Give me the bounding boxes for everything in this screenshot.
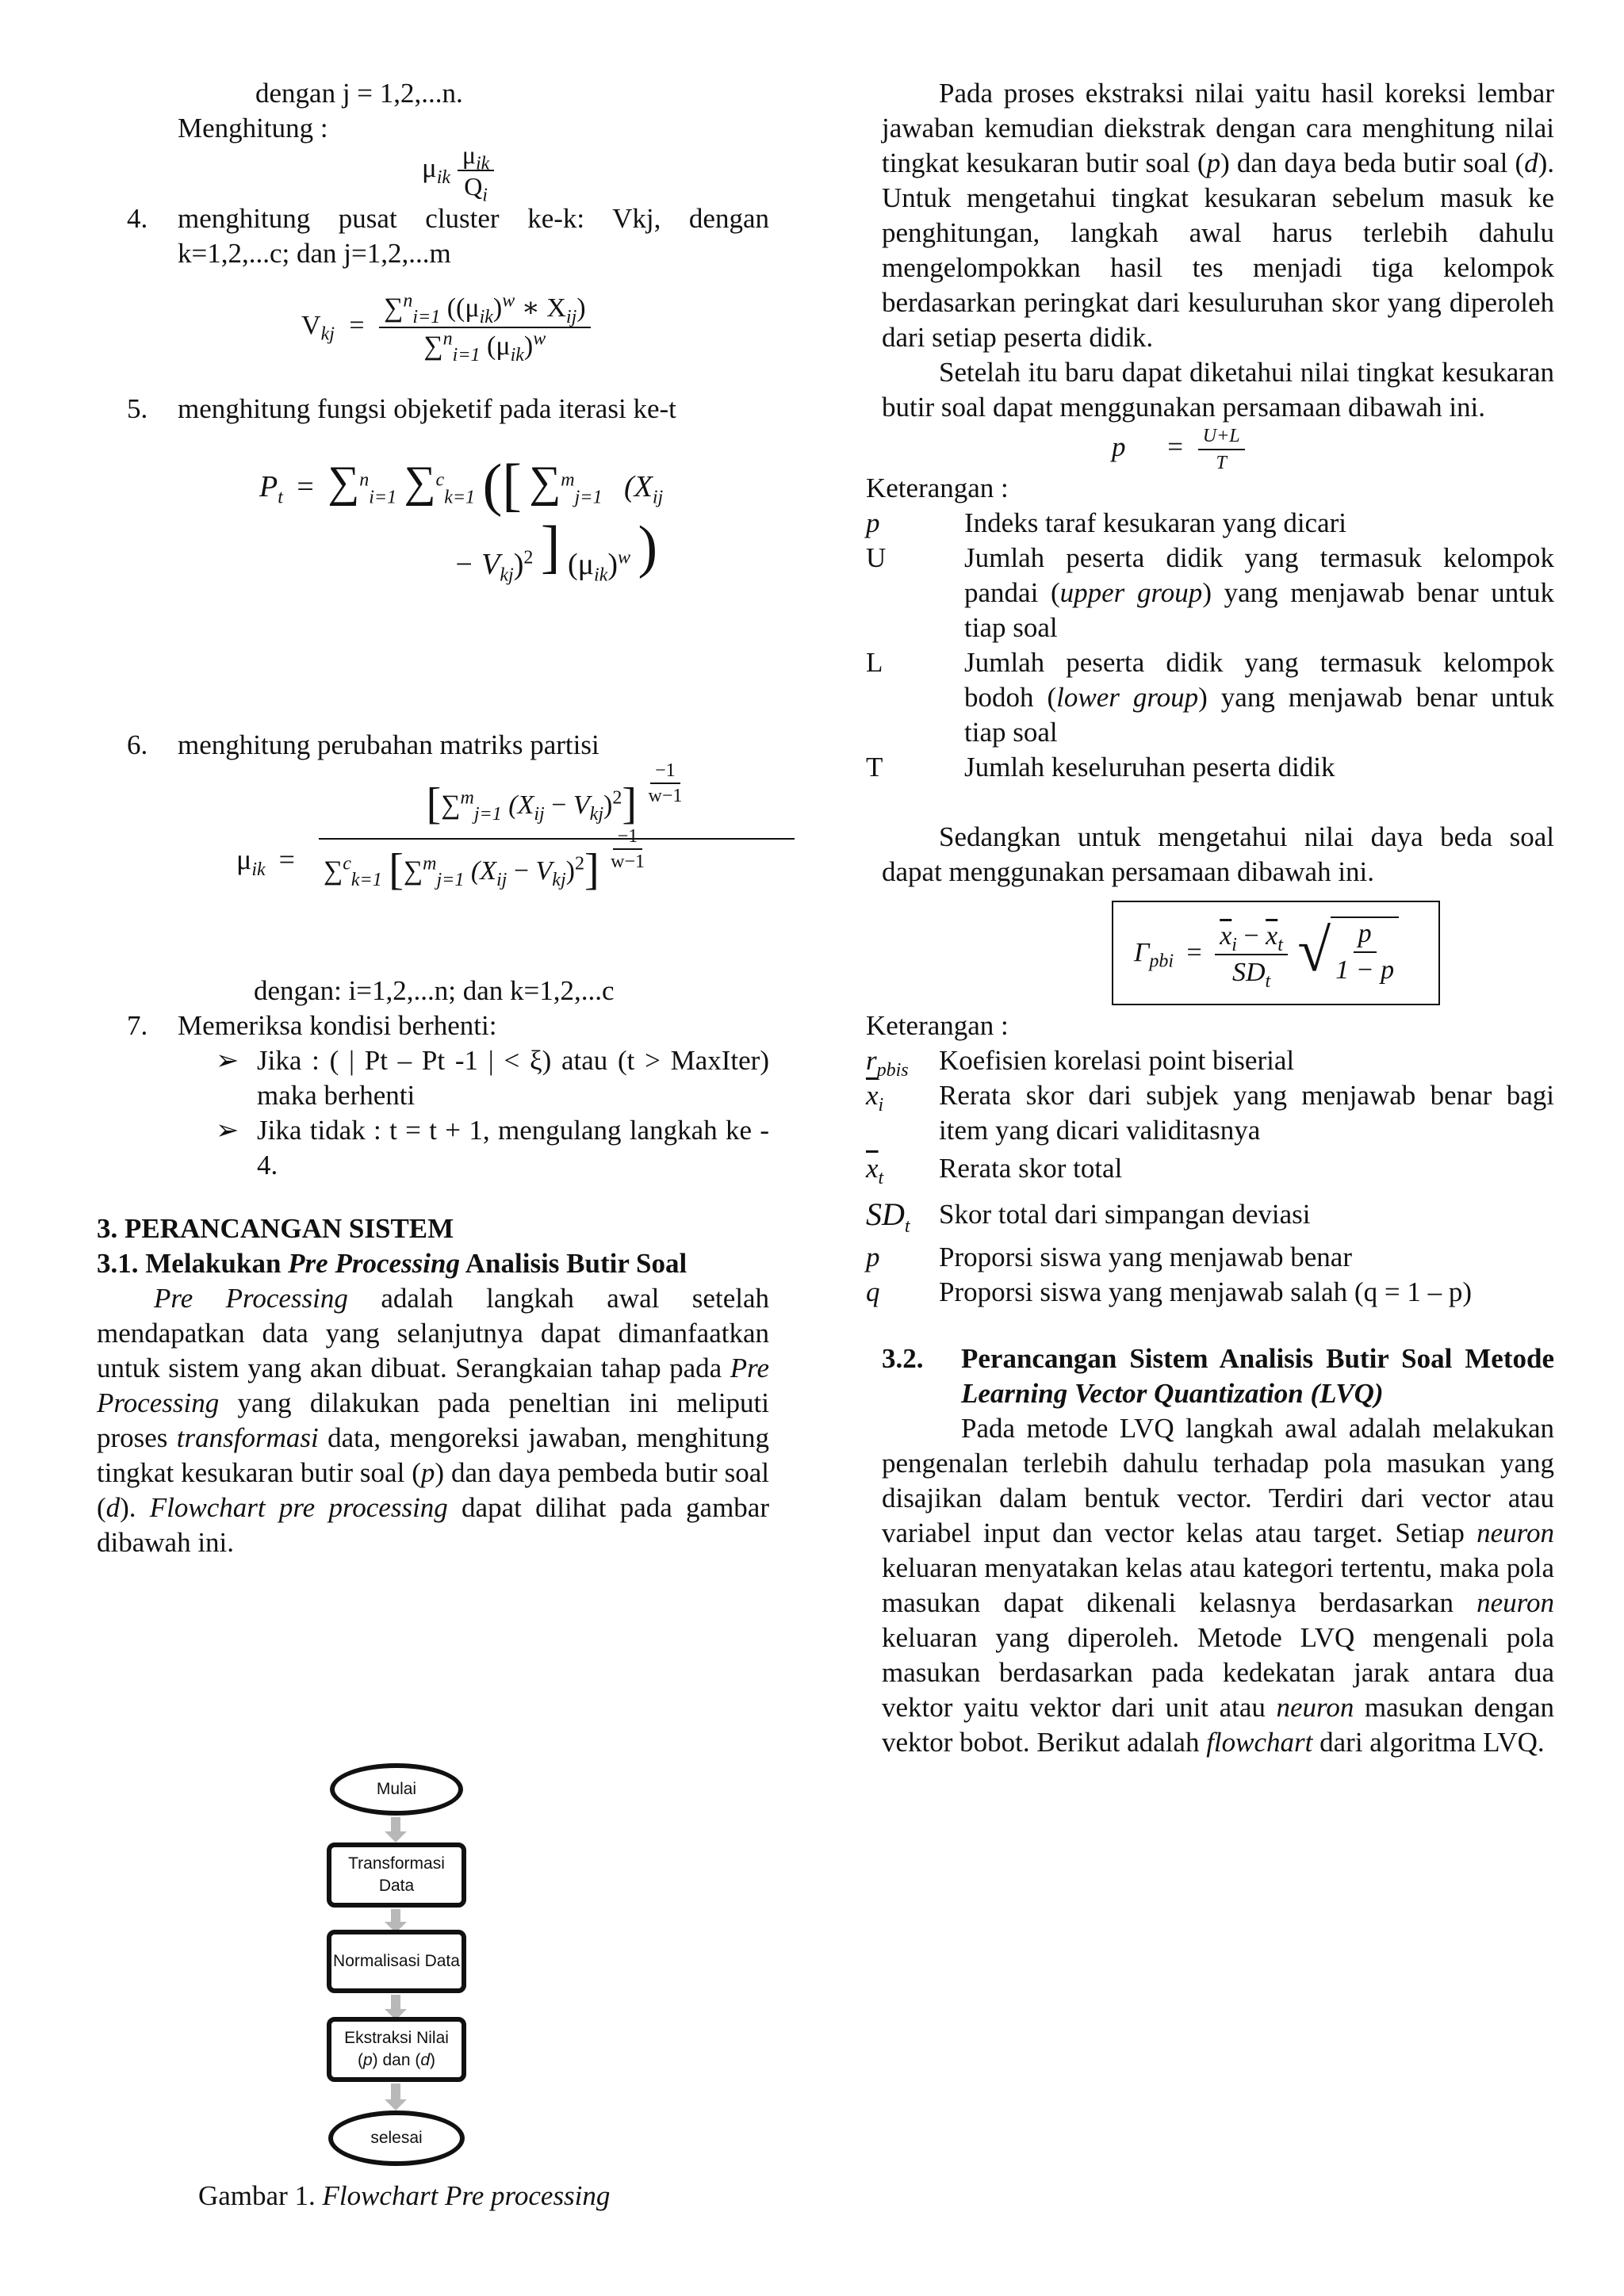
left-bracket: [: [502, 453, 522, 518]
eq-part: $\overline{x}$: [1220, 921, 1232, 951]
eq-part: (μ: [487, 331, 511, 361]
definition-row: [866, 1275, 1554, 1310]
eq-symbol: P: [259, 470, 278, 503]
paragraph: [882, 76, 1554, 355]
eq-part: ): [492, 293, 503, 323]
eq-equals: =: [1167, 431, 1183, 463]
text-line: dengan: i=1,2,...n; dan k=1,2,...c: [254, 975, 615, 1006]
right-bracket: ]: [584, 845, 599, 895]
bullet-item: [216, 1113, 769, 1183]
bullet-arrow-icon: ➢: [216, 1115, 239, 1146]
figure-caption: [198, 2179, 610, 2214]
eq-sup: m: [460, 787, 474, 809]
subsection-heading: [882, 1341, 1554, 1411]
heading-text: [961, 1341, 1554, 1411]
eq-part: V: [535, 856, 553, 886]
eq-exponent: [606, 826, 649, 872]
text-run: masukan dengan vektor bobot. Berikut adalah: [882, 1692, 1554, 1758]
eq-fraction: [1331, 916, 1399, 986]
definition-row: [866, 750, 1554, 785]
eq-sub: i: [1231, 934, 1237, 955]
eq-exp-num: −1: [650, 760, 680, 784]
paragraph: Sedangkan untuk mengetahui nilai daya beda soal dapat menggunakan persamaan dibawah ini.: [882, 821, 1554, 887]
list-text: menghitung pusat cluster ke-k: Vkj, dengan k=1,2,...c; dan j=1,2,...m: [178, 203, 769, 269]
eq-part: V: [573, 790, 590, 820]
eq-sup: 2: [574, 853, 584, 874]
eq-den: Q: [464, 172, 483, 201]
text-run: p: [420, 1457, 435, 1488]
text-run: ).: [120, 1492, 150, 1523]
eq-num: p: [1354, 918, 1377, 953]
definition-text: Indeks taraf kesukaran yang dicari: [964, 507, 1347, 538]
text-run: Pre Processing: [154, 1283, 348, 1314]
eq-part: (X: [508, 790, 534, 820]
eq-sub: i=1: [369, 487, 397, 508]
text-run: dapat dilihat pada gambar dibawah ini.: [97, 1492, 769, 1558]
eq-sub: ik: [479, 306, 493, 327]
definition-list: [866, 1043, 1554, 1310]
section-heading: 3. PERANCANGAN SISTEM: [97, 1213, 454, 1244]
flowchart-arrow: [391, 2084, 400, 2103]
eq-part: (μ: [568, 548, 595, 581]
eq-sup: 2: [612, 787, 622, 809]
definition-text: Proporsi siswa yang menjawab salah (q = 1 – p): [939, 1276, 1472, 1307]
eq-exponent: [643, 760, 687, 806]
left-bracket: [: [389, 845, 404, 895]
definition-text: [964, 541, 1554, 645]
paragraph: Setelah itu baru dapat diketahui nilai tingkat kesukaran butir soal dapat menggunakan persamaan dibawah ini.: [882, 357, 1554, 423]
text-run: d: [1524, 147, 1538, 178]
sum-symbol: ∑: [324, 856, 343, 886]
eq-sub: ik: [594, 564, 608, 586]
label-part: p: [362, 2051, 373, 2069]
eq-equals: =: [297, 470, 314, 503]
eq-sub: i: [482, 185, 488, 206]
flowchart-arrow: [391, 1909, 400, 1925]
right-column: [866, 76, 1555, 1760]
left-bracket: [: [426, 779, 442, 828]
text-line: Menghitung :: [178, 113, 328, 144]
text-run: Pre Processing: [97, 1353, 769, 1418]
heading-part: Pre Processing: [288, 1248, 460, 1279]
definition-row: [866, 1151, 1554, 1186]
definition-text: Proporsi siswa yang menjawab benar: [939, 1242, 1352, 1272]
list-number: 7.: [127, 1010, 148, 1041]
bullet-text: Jika : ( | Pt – Pt -1 | < ξ) atau (t > MaxIter) maka berhenti: [257, 1045, 769, 1111]
text-run: neuron: [1477, 1517, 1554, 1548]
heading-number: 3.2.: [882, 1343, 924, 1374]
definition-list: [866, 506, 1554, 785]
heading-part: Learning Vector Quantization (LVQ): [961, 1378, 1384, 1409]
flowchart-start: Mulai: [330, 1763, 463, 1816]
eq-sup: c: [343, 853, 351, 874]
list-number: 5.: [127, 393, 148, 424]
eq-fraction: [∑$^m_{j=1}$ $(X_{ij} - V_{kj})^2$] $\frac{-1}{w-1}$ ∑$^c_{k=1}$ [∑$^m_{j=1}$ $(X_{ij} - V_{kj})^2$] $\frac{-1}{w-1}$: [319, 782, 795, 896]
equation-discrimination: [882, 890, 1554, 1008]
flowchart-label: Ekstraksi Nilai: [344, 2029, 449, 2047]
eq-part: $\overline{x}$: [1266, 921, 1278, 951]
definition-term: [866, 1043, 939, 1081]
eq-sup: n: [442, 328, 453, 350]
label-part: ): [430, 2051, 436, 2069]
text-run: ) dan daya pembeda butir soal (: [97, 1457, 769, 1523]
text-part: Jumlah peserta didik yang termasuk kelompok bodoh (: [964, 647, 1554, 713]
legend-heading: Keterangan :: [866, 1010, 1009, 1041]
eq-sub: t: [1277, 934, 1283, 955]
definition-row: [866, 1043, 1554, 1081]
equation-difficulty: [882, 425, 1554, 471]
term-symbol: r: [866, 1045, 877, 1076]
eq-sub: j=1: [574, 487, 603, 508]
flowchart-arrow: [391, 1817, 400, 1835]
text-run: Pada metode LVQ langkah awal adalah melakukan pengenalan terlebih dahulu terhadap pola masukan yang disajikan dalam bentuk vector. Terdiri dari vector atau variabel input dan vector kelas atau target. Setiap: [882, 1413, 1554, 1548]
sum-symbol: ∑: [327, 457, 360, 507]
text-run: d: [105, 1492, 121, 1523]
flowchart-end: selesai: [328, 2110, 465, 2166]
definition-term: T: [866, 752, 883, 783]
eq-symbol: Γ: [1134, 937, 1150, 967]
flowchart-step-transformasi: Transformasi Data: [327, 1843, 466, 1908]
equation-membership: [97, 140, 769, 206]
eq-sup: n: [403, 290, 413, 312]
list-item: [97, 201, 769, 271]
eq-part: ): [607, 548, 619, 581]
eq-exp-den: w−1: [648, 786, 683, 807]
text-run: Pada proses ekstraksi nilai yaitu hasil koreksi lembar jawaban kemudian diekstrak dengan cara menghitung nilai tingkat kesukaran butir soal (: [882, 78, 1554, 178]
eq-sub: k=1: [444, 487, 476, 508]
eq-sub: i=1: [412, 306, 441, 327]
term-sub: i: [878, 1095, 884, 1115]
definition-term: p: [866, 1242, 880, 1272]
bullet-item: [216, 1043, 769, 1113]
list-number: 6.: [127, 729, 148, 760]
eq-sub: kj: [320, 323, 335, 345]
eq-sub: t: [278, 487, 283, 508]
bullet-arrow-icon: ➢: [216, 1045, 239, 1076]
eq-sup: n: [359, 469, 370, 491]
definition-term: [866, 1196, 939, 1237]
legend-heading: Keterangan :: [866, 473, 1009, 503]
right-bracket: ]: [540, 515, 561, 580]
paragraph: [882, 1411, 1554, 1760]
heading-part: Analisis Butir Soal: [459, 1248, 688, 1279]
sum-symbol: ∑: [441, 790, 461, 820]
eq-part: − V: [454, 548, 500, 581]
text-run: p: [1206, 147, 1221, 178]
eq-sub: j=1: [473, 803, 502, 825]
sqrt-icon: √: [1297, 916, 1331, 984]
caption-part: Flowchart Pre processing: [322, 2180, 611, 2211]
eq-sub: ik: [510, 344, 524, 365]
definition-term: p: [866, 507, 880, 538]
equation-objective: [97, 427, 769, 728]
definition-row: [866, 1240, 1554, 1275]
eq-symbol: μ: [236, 844, 252, 875]
right-bracket: ]: [622, 779, 637, 828]
eq-sub: k=1: [350, 870, 382, 890]
term-symbol: SD: [866, 1196, 905, 1232]
eq-sup: w: [618, 547, 631, 568]
eq-part: (X: [624, 470, 653, 503]
list-text: Memeriksa kondisi berhenti:: [178, 1010, 497, 1041]
sum-symbol: ∑: [403, 856, 423, 886]
text-run: flowchart: [1206, 1727, 1313, 1758]
sum-symbol: ∑: [529, 457, 561, 507]
definition-row: [866, 1196, 1554, 1237]
definition-row: [866, 645, 1554, 750]
eq-part: ): [513, 548, 524, 581]
heading-part: 3.1. Melakukan: [97, 1248, 289, 1279]
eq-sub: kj: [589, 803, 603, 825]
definition-text: Rerata skor dari subjek yang menjawab benar bagi item yang dicari validitasnya: [939, 1080, 1554, 1146]
eq-sup: w: [533, 328, 546, 350]
text-run: dari algoritma LVQ.: [1312, 1727, 1545, 1758]
text-run: keluaran menyatakan kelas atau kategori tertentu, maka pola masukan dapat dikenali kelasnya berdasarkan: [882, 1552, 1554, 1618]
text-part: Jumlah peserta didik yang termasuk kelompok pandai (: [964, 542, 1554, 608]
term-sub: t: [904, 1216, 910, 1237]
text-run: data, mengoreksi jawaban, menghitung tingkat kesukaran butir soal (: [97, 1422, 769, 1488]
bullet-text: Jika tidak : t = t + 1, mengulang langkah ke - 4.: [257, 1115, 769, 1181]
definition-text: Rerata skor total: [939, 1153, 1123, 1184]
definition-row: [866, 1078, 1554, 1148]
eq-sub: ij: [652, 487, 664, 508]
sum-symbol: ∑: [404, 457, 436, 507]
flowchart-step-ekstraksi: [327, 2017, 466, 2082]
definition-term: q: [866, 1276, 880, 1307]
list-item: [97, 1008, 769, 1043]
text-run: Flowchart pre processing: [149, 1492, 448, 1523]
label-part: d: [420, 2051, 431, 2069]
definition-term: L: [866, 647, 883, 678]
caption-part: Gambar 1.: [198, 2180, 323, 2211]
definition-text: Jumlah keseluruhan peserta didik: [964, 752, 1335, 783]
eq-exp-num: −1: [613, 826, 643, 850]
eq-sub: i=1: [452, 344, 481, 365]
eq-minus: −: [1243, 921, 1259, 951]
text-run: neuron: [1477, 1587, 1554, 1618]
flowchart-label: [358, 2049, 435, 2072]
definition-text: Skor total dari simpangan deviasi: [939, 1199, 1311, 1230]
eq-sub: j=1: [436, 870, 465, 890]
eq-symbol: V: [301, 310, 321, 340]
eq-fraction: [1215, 920, 1288, 992]
eq-equals: =: [349, 310, 365, 340]
eq-sub: pbi: [1149, 951, 1174, 972]
left-column: [97, 76, 769, 1560]
text-run: neuron: [1276, 1692, 1354, 1723]
definition-text: [964, 645, 1554, 750]
eq-sup: c: [435, 469, 445, 491]
list-item: [97, 392, 769, 427]
definition-term: U: [866, 542, 887, 573]
eq-sub: ik: [436, 167, 451, 189]
eq-sub: ik: [251, 859, 266, 881]
eq-den: T: [1216, 453, 1227, 473]
list-text: menghitung perubahan matriks partisi: [178, 729, 599, 760]
text-part: lower group: [1056, 682, 1199, 713]
eq-sup: m: [561, 469, 575, 491]
eq-symbol: μ: [422, 152, 437, 184]
eq-num: μ: [462, 140, 476, 169]
list-item: [97, 728, 769, 763]
text-run: ) dan daya beda butir soal (: [1220, 147, 1525, 178]
label-part: (: [357, 2051, 363, 2069]
right-paren: ): [638, 515, 658, 580]
text-run: yang dilakukan pada peneltian ini meliputi proses: [97, 1387, 769, 1453]
eq-minus: −: [551, 790, 567, 820]
list-text: menghitung fungsi objeketif pada iterasi ke-t: [178, 393, 676, 424]
eq-den: 1 − p: [1335, 955, 1395, 985]
eq-num: U+L: [1198, 425, 1245, 450]
left-paren: (: [482, 453, 503, 518]
eq-sub: kj: [552, 870, 566, 890]
sum-symbol: ∑: [384, 293, 404, 323]
eq-sub: ik: [476, 153, 490, 174]
eq-minus: −: [513, 856, 530, 886]
definition-term: [866, 1078, 939, 1148]
term-symbol: $\overline{x}$: [866, 1153, 879, 1184]
heading-part: Perancangan Sistem Analisis Butir Soal Metode: [961, 1343, 1554, 1374]
term-symbol: $\overline{x}$: [866, 1080, 879, 1111]
text-run: adalah langkah awal setelah mendapatkan data yang selanjutnya dapat dimanfaatkan untuk sistem yang akan dibuat. Serangkaian tahap pada: [97, 1283, 769, 1383]
definition-term: [866, 1151, 939, 1186]
equation-cluster-center: [97, 271, 769, 382]
eq-part: (X: [470, 856, 496, 886]
term-sub: pbis: [876, 1060, 909, 1081]
eq-part: ((μ: [446, 293, 480, 323]
definition-row: [866, 506, 1554, 541]
eq-equals: =: [278, 844, 295, 875]
eq-sub: ij: [534, 803, 545, 825]
label-part: ) dan (: [372, 2051, 421, 2069]
list-number: 4.: [127, 203, 148, 234]
eq-part: ): [523, 331, 534, 361]
eq-sup: 2: [523, 547, 534, 568]
eq-symbol: p: [1112, 431, 1126, 463]
term-sub: t: [878, 1168, 884, 1188]
eq-sub: kj: [500, 564, 514, 586]
eq-equals: =: [1186, 937, 1202, 967]
text-run: transformasi: [176, 1422, 319, 1453]
flowchart-arrow: [391, 1995, 400, 2012]
text-part: ) yang menjawab benar untuk tiap soal: [964, 682, 1555, 748]
eq-part: ∗ X: [521, 293, 566, 323]
eq-sup: m: [423, 853, 437, 874]
definition-text: Koefisien korelasi point biserial: [939, 1045, 1295, 1076]
flowchart-step-normalisasi: Normalisasi Data: [327, 1930, 466, 1993]
eq-sub: ij: [565, 306, 577, 327]
eq-fraction: [379, 292, 591, 363]
text-run: ). Untuk mengetahui tingkat kesukaran sebelum masuk ke penghitungan, langkah awal harus terlebih dahulu mengelompokkan hasil tes menjadi tiga kelompok berdasarkan peringkat dari kesuluruhan skor yang diperoleh dari setiap peserta didik.: [882, 147, 1555, 353]
text-line: dengan j = 1,2,...n.: [255, 78, 463, 109]
text-part: upper group: [1059, 577, 1203, 608]
eq-exp-den: w−1: [611, 851, 645, 873]
eq-sup: w: [502, 290, 515, 312]
paragraph: [97, 1281, 769, 1560]
eq-part: SD: [1231, 958, 1266, 987]
definition-row: [866, 541, 1554, 645]
equation-partition-update: [97, 760, 769, 974]
text-run: keluaran yang diperoleh. Metode LVQ mengenali pola masukan berdasarkan pada kedekatan jarak antara dua vektor yaitu vektor dari unit atau: [882, 1622, 1554, 1723]
eq-sub: ij: [496, 870, 508, 890]
eq-fraction: [1198, 425, 1245, 474]
eq-fraction: [458, 140, 494, 206]
text-part: ) yang menjawab benar untuk tiap soal: [964, 577, 1555, 643]
eq-part: ): [576, 293, 586, 323]
sum-symbol: ∑: [423, 331, 443, 361]
subsection-heading: [97, 1246, 769, 1281]
eq-sub: t: [1265, 970, 1271, 992]
